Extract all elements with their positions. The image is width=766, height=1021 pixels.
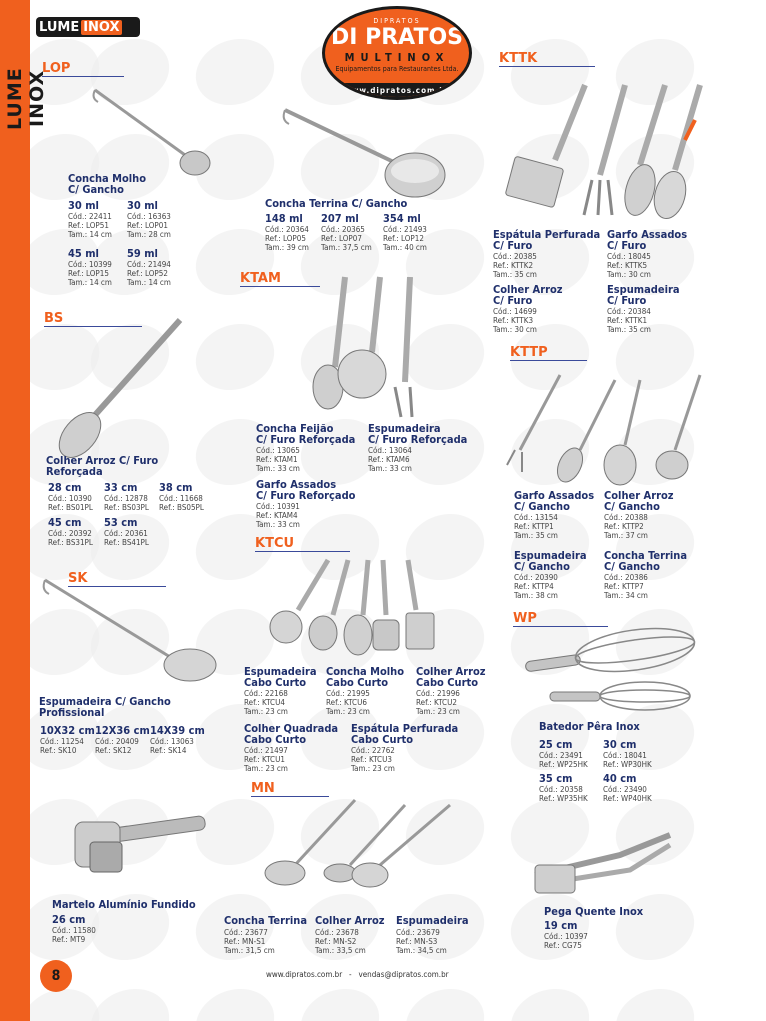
variant-sk-12: 12X36 cm Cód.: 20409 Ref.: SK12 (95, 724, 150, 755)
watermark-oval (396, 883, 493, 971)
ktcu-utensils-image (258, 555, 438, 660)
mn-utensils-image (255, 795, 455, 895)
info-ktcu4: Cód.: 22168 Ref.: KTCU4 Tam.: 23 cm (244, 689, 288, 716)
section-ktam: KTAM (240, 271, 320, 287)
info-ktam1: Cód.: 13065 Ref.: KTAM1 Tam.: 33 cm (256, 446, 300, 473)
info-kttp7: Cód.: 20386 Ref.: KTTP7 Tam.: 34 cm (604, 573, 648, 600)
product-name-lop-molho: Concha Molho C/ Gancho (68, 172, 147, 196)
variant-lop-30a: 30 ml Cód.: 22411 Ref.: LOP51 Tam.: 14 cm (68, 199, 112, 239)
brand-multinox: MULTINOX (344, 51, 450, 64)
side-label: LUME INOX (4, 67, 48, 130)
variant-bs-33: 33 cm Cód.: 12878 Ref.: BS03PL (104, 481, 149, 512)
watermark-oval (396, 978, 493, 1021)
product-name-mn2: Colher Arroz (315, 914, 385, 927)
variant-terrina-148: 148 ml Cód.: 20364 Ref.: LOP05 Tam.: 39 cm (265, 212, 309, 252)
watermark-oval (291, 883, 388, 971)
product-name-kttk1: Espumadeira C/ Furo (607, 283, 680, 307)
product-name-ktam4: Garfo Assados C/ Furo Reforçado (256, 478, 356, 502)
variant-terrina-207: 207 ml Cód.: 20365 Ref.: LOP07 Tam.: 37,5 cm (321, 212, 372, 252)
variant-martelo: 26 cm Cód.: 11580 Ref.: MT9 (52, 913, 96, 944)
watermark-oval (291, 978, 388, 1021)
kttp-utensils-image (500, 370, 710, 485)
product-name-kttp2: Colher Arroz C/ Gancho (604, 489, 674, 513)
product-name-kttk3: Colher Arroz C/ Furo (493, 283, 563, 307)
product-name-bs: Colher Arroz C/ Furo Reforçada (46, 454, 159, 478)
variant-lop-59: 59 ml Cód.: 21494 Ref.: LOP52 Tam.: 14 cm (127, 247, 171, 287)
product-name-ktam1: Concha Feijão C/ Furo Reforçada (256, 422, 356, 446)
lume-inox-logo (36, 17, 140, 37)
dipratos-brand-logo (322, 6, 472, 100)
product-name-ktcu3: Espátula Perfurada Cabo Curto (351, 722, 459, 746)
variant-lop-30b: 30 ml Cód.: 16363 Ref.: LOP01 Tam.: 28 cm (127, 199, 171, 239)
logo-text-part2: INOX (83, 19, 120, 35)
info-kttp1: Cód.: 13154 Ref.: KTTP1 Tam.: 35 cm (514, 513, 558, 540)
variant-wp-40: 40 cm Cód.: 23490 Ref.: WP40HK (603, 772, 652, 803)
info-kttk1: Cód.: 20384 Ref.: KTTK1 Tam.: 35 cm (607, 307, 651, 334)
info-mn2: Cód.: 23678 Ref.: MN-S2 Tam.: 33,5 cm (315, 928, 366, 955)
variant-lop-45: 45 ml Cód.: 10399 Ref.: LOP15 Tam.: 14 cm (68, 247, 112, 287)
variant-bs-38: 38 cm Cód.: 11668 Ref.: BS05PL (159, 481, 204, 512)
section-sk: SK (68, 571, 166, 587)
terrina-ladle-image (280, 105, 450, 200)
info-mn3: Cód.: 23679 Ref.: MN-S3 Tam.: 34,5 cm (396, 928, 447, 955)
skimmer-image (40, 575, 210, 685)
product-name-ktcu4: Espumadeira Cabo Curto (244, 665, 317, 689)
product-name-kttp1: Garfo Assados C/ Gancho (514, 489, 595, 513)
info-ktcu2: Cód.: 21996 Ref.: KTCU2 Tam.: 23 cm (416, 689, 460, 716)
info-ktam4: Cód.: 10391 Ref.: KTAM4 Tam.: 33 cm (256, 502, 300, 529)
variant-bs-45: 45 cm Cód.: 20392 Ref.: BS31PL (48, 516, 93, 547)
product-name-kttk2: Espátula Perfurada C/ Furo (493, 228, 601, 252)
product-name-martelo: Martelo Alumínio Fundido (52, 898, 196, 911)
info-ktam6: Cód.: 13064 Ref.: KTAM6 Tam.: 33 cm (368, 446, 412, 473)
section-kttk: KTTK (499, 51, 595, 67)
variant-wp-25: 25 cm Cód.: 23491 Ref.: WP25HK (539, 738, 588, 769)
info-kttp4: Cód.: 20390 Ref.: KTTP4 Tam.: 38 cm (514, 573, 558, 600)
brand-url: www.dipratos.com.br (325, 83, 469, 100)
product-name-mn3: Espumadeira (396, 914, 469, 927)
product-name-kttk5: Garfo Assados C/ Furo (607, 228, 688, 252)
section-bs: BS (44, 311, 142, 327)
info-ktcu1: Cód.: 21497 Ref.: KTCU1 Tam.: 23 cm (244, 746, 288, 773)
section-mn: MN (251, 781, 329, 797)
side-band (0, 0, 48, 1021)
info-kttp2: Cód.: 20388 Ref.: KTTP2 Tam.: 37 cm (604, 513, 648, 540)
meat-mallet-image (70, 812, 210, 892)
watermark-oval (186, 883, 283, 971)
variant-bs-28: 28 cm Cód.: 10390 Ref.: BS01PL (48, 481, 93, 512)
variant-wp-30: 30 cm Cód.: 18041 Ref.: WP30HK (603, 738, 652, 769)
variant-wp-35: 35 cm Cód.: 20358 Ref.: WP35HK (539, 772, 588, 803)
product-name-mn1: Concha Terrina (224, 914, 308, 927)
brand-subtitle: Equipamentos para Restaurantes Ltda. (335, 65, 459, 73)
info-kttk5: Cód.: 18045 Ref.: KTTK5 Tam.: 30 cm (607, 252, 651, 279)
section-kttp: KTTP (510, 345, 587, 361)
section-ktcu: KTCU (255, 536, 350, 552)
info-ktcu6: Cód.: 21995 Ref.: KTCU6 Tam.: 23 cm (326, 689, 370, 716)
watermark-oval (606, 978, 703, 1021)
product-name-pega: Pega Quente Inox (544, 905, 644, 918)
rice-spoon-image (50, 315, 190, 455)
product-name-sk: Espumadeira C/ Gancho Profissional (39, 695, 171, 719)
info-kttk3: Cód.: 14699 Ref.: KTTK3 Tam.: 30 cm (493, 307, 537, 334)
page-number: 8 (40, 960, 72, 992)
brand-small-text: DIPRATOS (373, 17, 421, 25)
variant-sk-14: 14X39 cm Cód.: 13063 Ref.: SK14 (150, 724, 205, 755)
section-lop: LOP (42, 61, 124, 77)
variant-terrina-354: 354 ml Cód.: 21493 Ref.: LOP12 Tam.: 40 cm (383, 212, 427, 252)
product-name-ktcu1: Colher Quadrada Cabo Curto (244, 722, 339, 746)
section-wp: WP (513, 611, 608, 627)
logo-text-part1: LUME (39, 19, 80, 35)
product-name-kttp7: Concha Terrina C/ Gancho (604, 549, 688, 573)
kttk-utensils-image (500, 80, 710, 220)
ktam-utensils-image (300, 272, 440, 422)
ladle-image (90, 85, 220, 185)
info-ktcu3: Cód.: 22762 Ref.: KTCU3 Tam.: 23 cm (351, 746, 395, 773)
brand-name: DI PRATOS (330, 25, 464, 50)
info-kttk2: Cód.: 20385 Ref.: KTTK2 Tam.: 35 cm (493, 252, 537, 279)
info-mn1: Cód.: 23677 Ref.: MN-S1 Tam.: 31,5 cm (224, 928, 275, 955)
product-name-ktcu6: Concha Molho Cabo Curto (326, 665, 405, 689)
product-name-lop-terrina: Concha Terrina C/ Gancho (265, 197, 408, 210)
product-name-ktcu2: Colher Arroz Cabo Curto (416, 665, 486, 689)
footer-contact: www.dipratos.com.br - vendas@dipratos.com.br (266, 970, 449, 979)
variant-bs-53: 53 cm Cód.: 20361 Ref.: BS41PL (104, 516, 149, 547)
watermark-oval (501, 978, 598, 1021)
variant-sk-10: 10X32 cm Cód.: 11254 Ref.: SK10 (40, 724, 95, 755)
watermark-oval (186, 978, 283, 1021)
product-name-ktam6: Espumadeira C/ Furo Reforçada (368, 422, 468, 446)
variant-pega: 19 cm Cód.: 10397 Ref.: CG75 (544, 919, 588, 950)
watermark-oval (186, 313, 283, 401)
product-name-wp: Batedor Pêra Inox (539, 720, 640, 733)
whisk-image (520, 620, 700, 715)
product-name-kttp4: Espumadeira C/ Gancho (514, 549, 587, 573)
pot-gripper-image (530, 825, 680, 900)
